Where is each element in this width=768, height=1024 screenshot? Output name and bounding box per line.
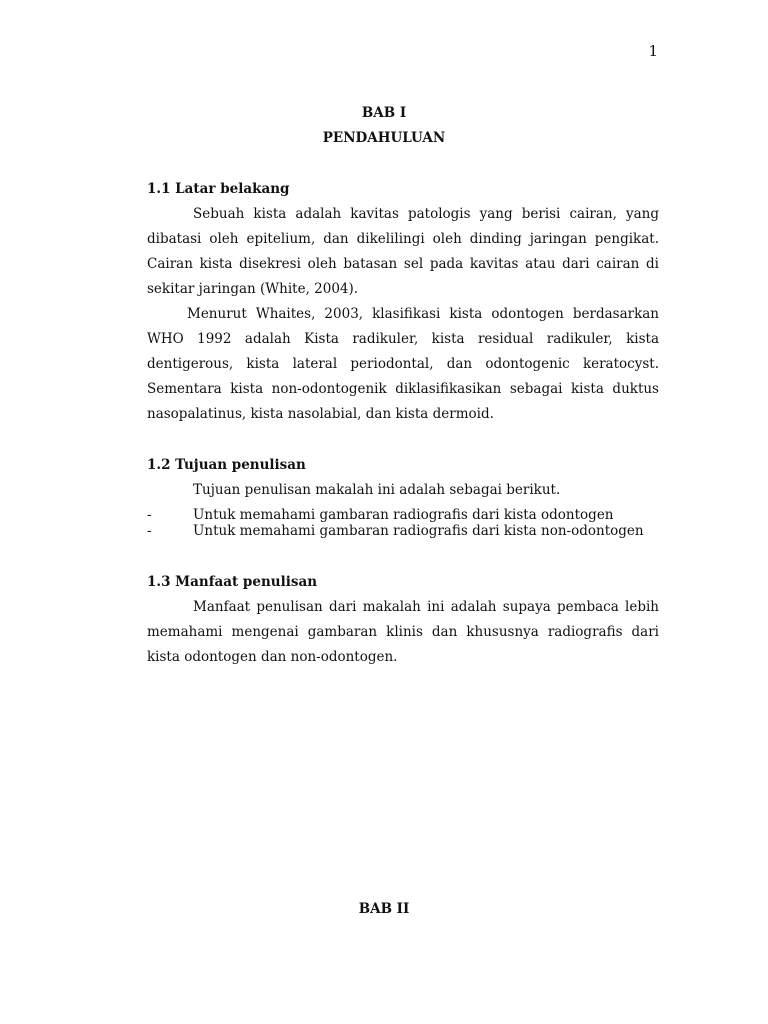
list-item	[147, 507, 659, 523]
section-manfaat-penulisan	[147, 569, 659, 670]
section-heading: 1.1 Latar belakang	[147, 181, 290, 197]
section-intro: Tujuan penulisan makalah ini adalah sebagai berikut.	[193, 482, 561, 498]
bullet-dash: -	[147, 507, 152, 523]
paragraph: Sebuah kista adalah kavitas patologis yang berisi cairan, yang dibatasi oleh epitelium, dan dikelilingi oleh dinding jaringan pengikat. Cairan kista disekresi oleh batasan sel pada kavitas atau dari cairan di sekitar jaringan (White, 2004).	[147, 206, 659, 297]
section-tujuan-penulisan	[147, 452, 659, 539]
chapter-subtitle: PENDAHULUAN	[322, 130, 446, 146]
list-item-text: Untuk memahami gambaran radiografis dari kista non-odontogen	[193, 523, 644, 539]
list-item	[147, 523, 659, 539]
list-item-text: Untuk memahami gambaran radiografis dari kista odontogen	[193, 507, 614, 523]
section-heading: 1.3 Manfaat penulisan	[147, 574, 318, 590]
page-number: 1	[648, 42, 658, 60]
paragraph: Menurut Whaites, 2003, klasifikasi kista odontogen berdasarkan WHO 1992 adalah Kista radikuler, kista residual radikuler, kista dentigerous, kista lateral periodontal, dan odontogenic keratocyst. Sementara kista non-odontogenik diklasifikasikan sebagai kista duktus nasopalatinus, kista nasolabial, dan kista dermoid.	[147, 306, 659, 422]
section-heading: 1.2 Tujuan penulisan	[147, 457, 306, 473]
paragraph: Manfaat penulisan dari makalah ini adalah supaya pembaca lebih memahami mengenai gambaran klinis dan khususnya radiografis dari kista odontogen dan non-odontogen.	[147, 599, 659, 665]
section-latar-belakang	[147, 176, 659, 427]
chapter-title-next: BAB II	[358, 901, 410, 917]
bullet-list	[147, 507, 659, 539]
bullet-dash: -	[147, 523, 152, 539]
chapter-title: BAB I	[361, 105, 407, 121]
